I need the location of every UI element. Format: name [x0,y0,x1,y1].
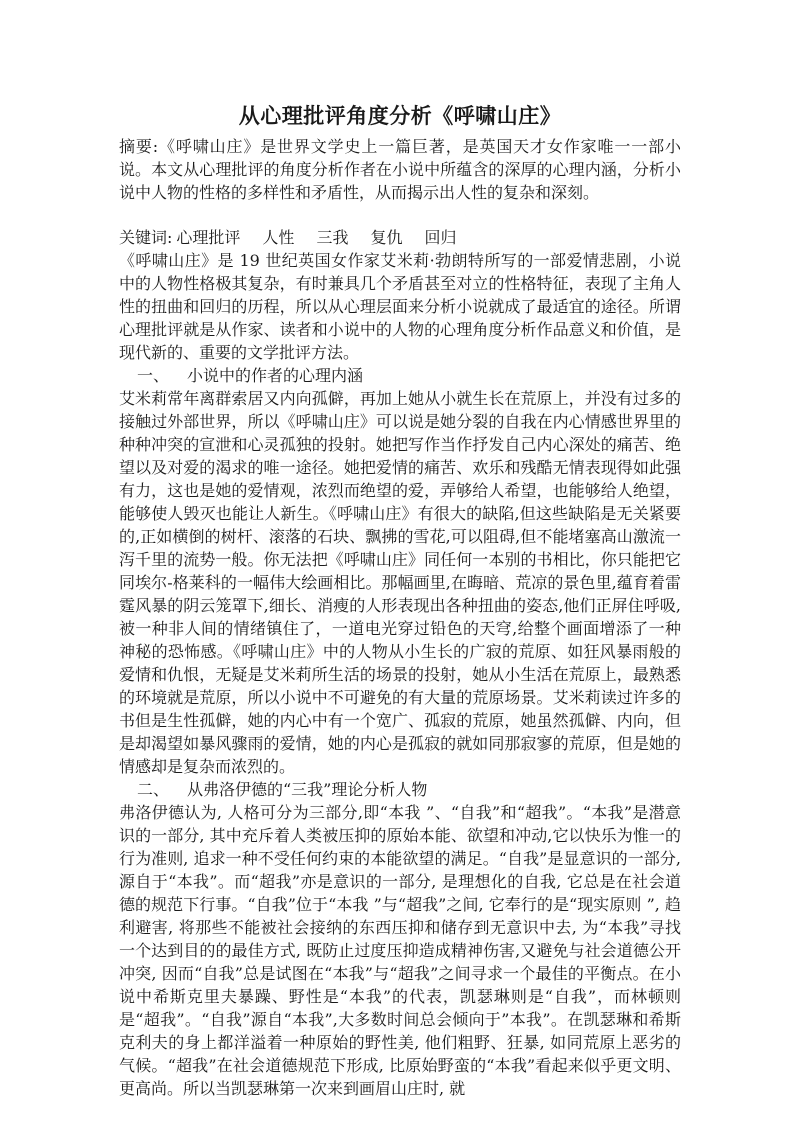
section-number: 二、 [137,780,170,799]
intro-paragraph: 《呼啸山庄》是 19 世纪英国女作家艾米莉·勃朗特所写的一部爱情悲剧，小说中的人物性格极其复杂，有时兼具几个矛盾甚至对立的性格特征，表现了主角人性的扭曲和回归的历程，所以从心理层面来分析小说就成了最适宜的途径。所谓心理批评就是从作家、读者和小说中的人物的心理角度分析作品意义和价值，是现代新的、重要的文学批评方法。 [119,251,681,362]
keyword-item: 复仇 [370,228,403,247]
keywords-line [119,226,681,249]
keywords-label: 关键词: [119,228,173,247]
section-heading-text: 小说中的作者的心理内涵 [187,366,364,385]
section-paragraph: 艾米莉常年离群索居又内向孤僻，再加上她从小就生长在荒原上，并没有过多的接触过外部世界，所以《呼啸山庄》可以说是她分裂的自我在内心情感世界里的种种冲突的宣泄和心灵孤独的投射。她把写作当作抒发自己内心深处的痛苦、绝望以及对爱的渴求的唯一途径。她把爱情的痛苦、欢乐和残酷无情表现得如此强有力，这也是她的爱情观，浓烈而绝望的爱，弄够给人希望，也能够给人绝望，能够使人毁灭也能让人新生。《呼啸山庄》有很大的缺陷,但这些缺陷是无关紧要的,正如横倒的树杆、滚落的石块、飘拂的雪花,可以阻碍,但不能堵塞高山激流一泻千里的流势一般。你无法把《呼啸山庄》同任何一本别的书相比，你只能把它同埃尔-格莱科的一幅伟大绘画相比。那幅画里,在晦暗、荒凉的景色里,蕴育着雷霆风暴的阴云笼罩下,细长、消瘦的人形表现出各种扭曲的姿态,他们正屏住呼吸,被一种非人间的情绪镇住了，一道电光穿过铅色的天穹,给整个画面增添了一种神秘的恐怖感。《呼啸山庄》中的人物从小生长的广寂的荒原、如狂风暴雨般的爱情和仇恨，无疑是艾米莉所生活的场景的投射，她从小生活在荒原上，最熟悉的环境就是荒原，所以小说中不可避免的有大量的荒原场景。艾米莉读过许多的书但是生性孤僻，她的内心中有一个宽广、孤寂的荒原，她虽然孤僻、内向，但是却渴望如暴风骤雨的爱情，她的内心是孤寂的就如同那寂寥的荒原，但是她的情感却是复杂而浓烈的。 [119,389,681,776]
section-paragraph: 弗洛伊德认为, 人格可分为三部分,即“本我 ”、“自我”和“超我”。“本我”是潜意识的一部分, 其中充斥着人类被压抑的原始本能、欲望和冲动,它以快乐为惟一的行为准则, 追求一种不受任何约束的本能欲望的满足。“自我”是显意识的一部分, 源自于“本我”。而“超我”亦是意识的一部分, 是理想化的自我, 它总是在社会道德的规范下行事。“自我”位于“本我 ”与“超我”之间, 它奉行的是“现实原则 ”, 趋利避害, 将那些不能被社会接纳的东西压抑和储存到无意识中去, 为“本我”寻找一个达到目的的最佳方式, 既防止过度压抑造成精神伤害,又避免与社会道德公开冲突, 因而“自我”总是试图在“本我”与“超我”之间寻求一个最佳的平衡点。在小说中希斯克里夫暴躁、野性是“本我”的代表，凯瑟琳则是“自我”，而林顿则是“超我”。“自我”源自“本我”,大多数时间总会倾向于”本我”。在凯瑟琳和希斯克利夫的身上都洋溢着一种原始的野性美, 他们粗野、狂暴, 如同荒原上恶劣的气候。“超我”在社会道德规范下形成, 比原始野蛮的“本我”看起来似乎更文明、更高尚。所以当凯瑟琳第一次来到画眉山庄时, 就 [119,803,681,1098]
section-number: 一、 [137,366,170,385]
abstract-paragraph: 摘要:《呼啸山庄》是世界文学史上一篇巨著，是英国天才女作家唯一一部小说。本文从心理批评的角度分析作者在小说中所蕴含的深厚的心理内涵，分析小说中人物的性格的多样性和矛盾性，从而揭示出人性的复杂和深刻。 [119,137,681,202]
document-body [119,135,681,1100]
document-title: 从心理批评角度分析《呼啸山庄》 [238,104,562,128]
section-heading [119,364,681,387]
keyword-item: 心理批评 [176,228,241,247]
section-heading-text: 从弗洛伊德的“三我”理论分析人物 [187,780,428,799]
keyword-item: 三我 [316,228,349,247]
section-heading [119,778,681,801]
keyword-item: 人性 [262,228,295,247]
keyword-item: 回归 [424,228,457,247]
